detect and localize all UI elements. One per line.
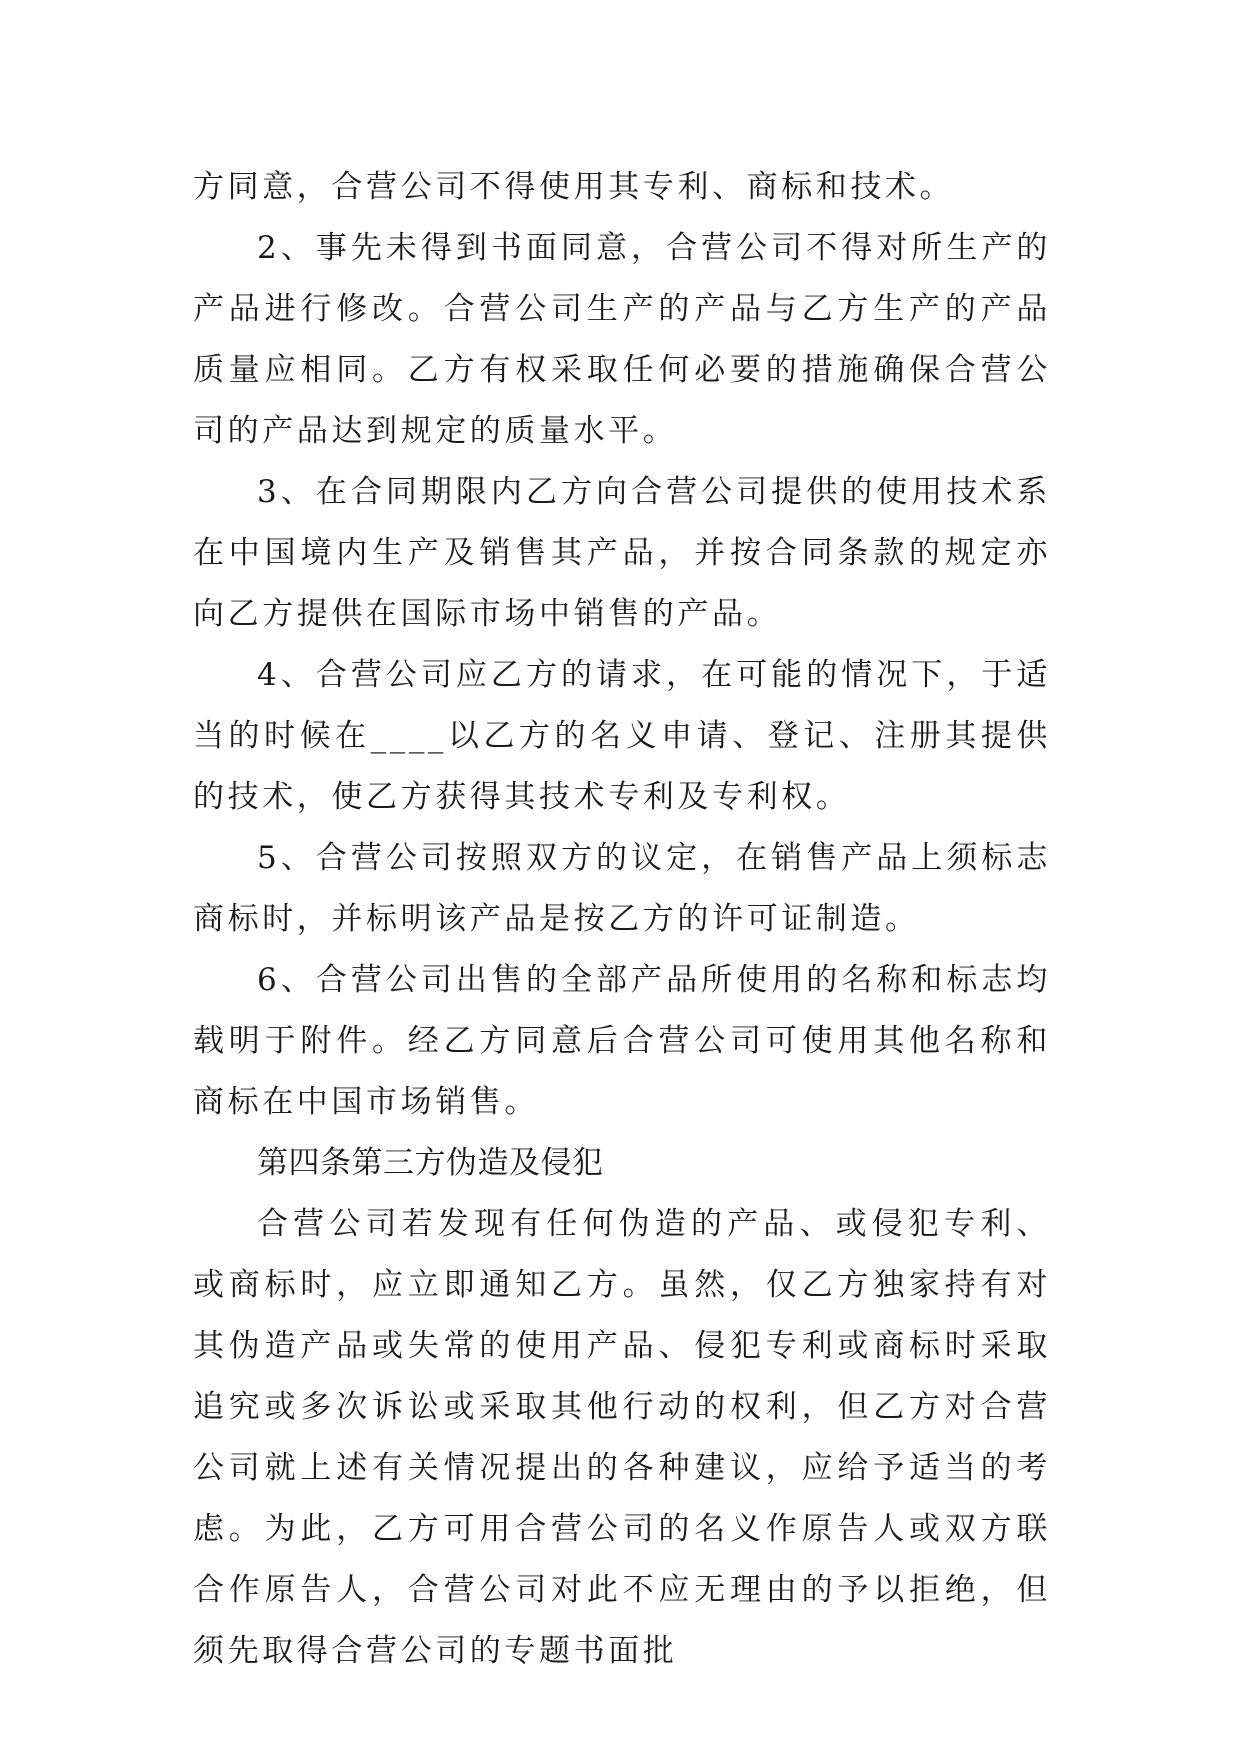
- paragraph-article-four: 合营公司若发现有任何伪造的产品、或侵犯专利、或商标时，应立即通知乙方。虽然，仅乙方独家持有对其伪造产品或失常的使用产品、侵犯专利或商标时采取追究或多次诉讼或采取其他行动的权利，但乙方对合营公司就上述有关情况提出的各种建议，应给予适当的考虑。为此，乙方可用合营公司的名义作原告人或双方联合作原告人，合营公司对此不应无理由的予以拒绝，但须先取得合营公司的专题书面批: [193, 1206, 1051, 1669]
- paragraph-item-6: 6、合营公司出售的全部产品所使用的名称和标志均载明于附件。经乙方同意后合营公司可使用其他名称和商标在中国市场销售。: [193, 962, 1051, 1120]
- paragraph-item-5: 5、合营公司按照双方的议定，在销售产品上须标志商标时，并标明该产品是按乙方的许可证制造。: [193, 840, 1051, 937]
- paragraph-item-4: 4、合营公司应乙方的请求，在可能的情况下，于适当的时候在____以乙方的名义申请、登记、注册其提供的技术，使乙方获得其技术专利及专利权。: [193, 657, 1051, 815]
- paragraph-item-2: 2、事先未得到书面同意，合营公司不得对所生产的产品进行修改。合营公司生产的产品与乙方生产的产品质量应相同。乙方有权采取任何必要的措施确保合营公司的产品达到规定的质量水平。: [193, 230, 1051, 449]
- paragraph-item-3: 3、在合同期限内乙方向合营公司提供的使用技术系在中国境内生产及销售其产品，并按合同条款的规定亦向乙方提供在国际市场中销售的产品。: [193, 474, 1051, 632]
- article-heading: 第四条第三方伪造及侵犯: [257, 1145, 604, 1181]
- document-body: [193, 157, 1051, 1682]
- paragraph-continuation: 方同意，合营公司不得使用其专利、商标和技术。: [193, 169, 955, 205]
